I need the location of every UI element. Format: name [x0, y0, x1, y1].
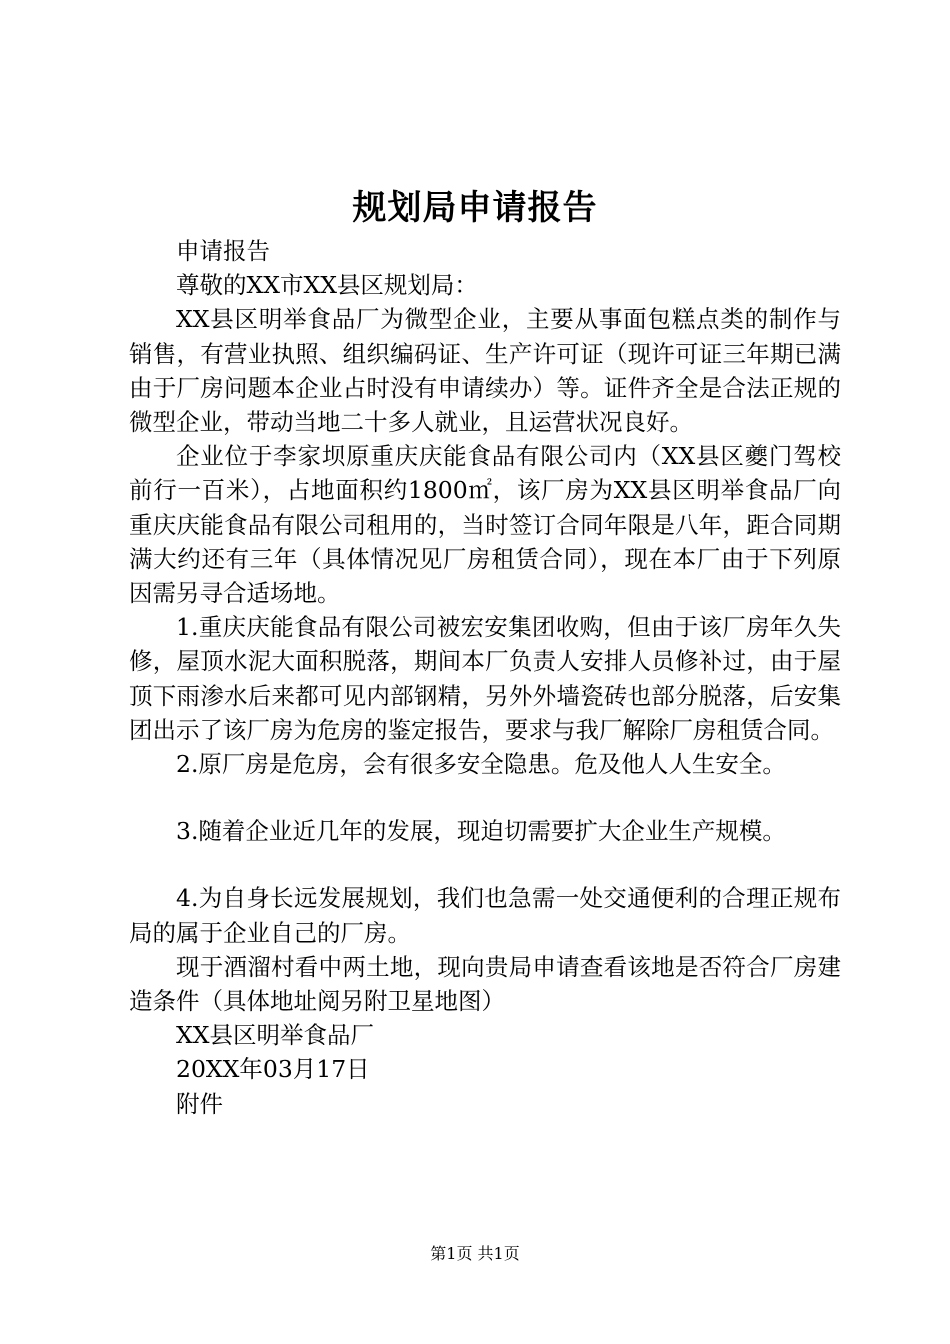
reason-item-1: 1.重庆庆能食品有限公司被宏安集团收购，但由于该厂房年久失修，屋顶水泥大面积脱落，期间本厂负责人安排人员修补过，由于屋顶下雨渗水后来都可见内部钢精，另外外墙瓷砖也部分脱落，后安集团出示了该厂房为危房的鉴定报告，要求与我厂解除厂房租赁合同。 [129, 613, 841, 744]
salutation: 尊敬的XX市XX县区规划局： [176, 271, 478, 300]
paragraph-company-intro: XX县区明举食品厂为微型企业，主要从事面包糕点类的制作与销售，有营业执照、组织编码证、生产许可证（现许可证三年期已满由于厂房问题本企业占时没有申请续办）等。证件齐全是合法正规的微型企业，带动当地二十多人就业，且运营状况良好。 [129, 305, 841, 437]
document-body [129, 234, 841, 1121]
paragraph-location: 企业位于李家坝原重庆庆能食品有限公司内（XX县区夔门驾校前行一百米），占地面积约1800㎡，该厂房为XX县区明举食品厂向重庆庆能食品有限公司租用的，当时签订合同年限是八年，距合同期满大约还有三年（具体情况见厂房租赁合同），现在本厂由于下列原因需另寻合适场地。 [129, 442, 841, 608]
heading-line: 申请报告 [176, 237, 270, 265]
signature-date: 20XX年03月17日 [176, 1055, 370, 1084]
reason-item-2: 2.原厂房是危房，会有很多安全隐患。危及他人人生安全。 [176, 750, 786, 779]
paragraph-request: 现于酒溜村看中两土地，现向贵局申请查看该地是否符合厂房建造条件（具体地址阅另附卫星地图） [129, 952, 841, 1016]
reason-item-4: 4.为自身长远发展规划，我们也急需一处交通便利的合理正规布局的属于企业自己的厂房。 [129, 884, 841, 947]
signature-company: XX县区明举食品厂 [176, 1021, 374, 1050]
reason-item-3: 3.随着企业近几年的发展，现迫切需要扩大企业生产规模。 [176, 817, 786, 846]
attachment-label: 附件 [176, 1089, 223, 1118]
document-title: 规划局申请报告 [352, 188, 598, 228]
page-footer: 第1页 共1页 [430, 1244, 520, 1263]
